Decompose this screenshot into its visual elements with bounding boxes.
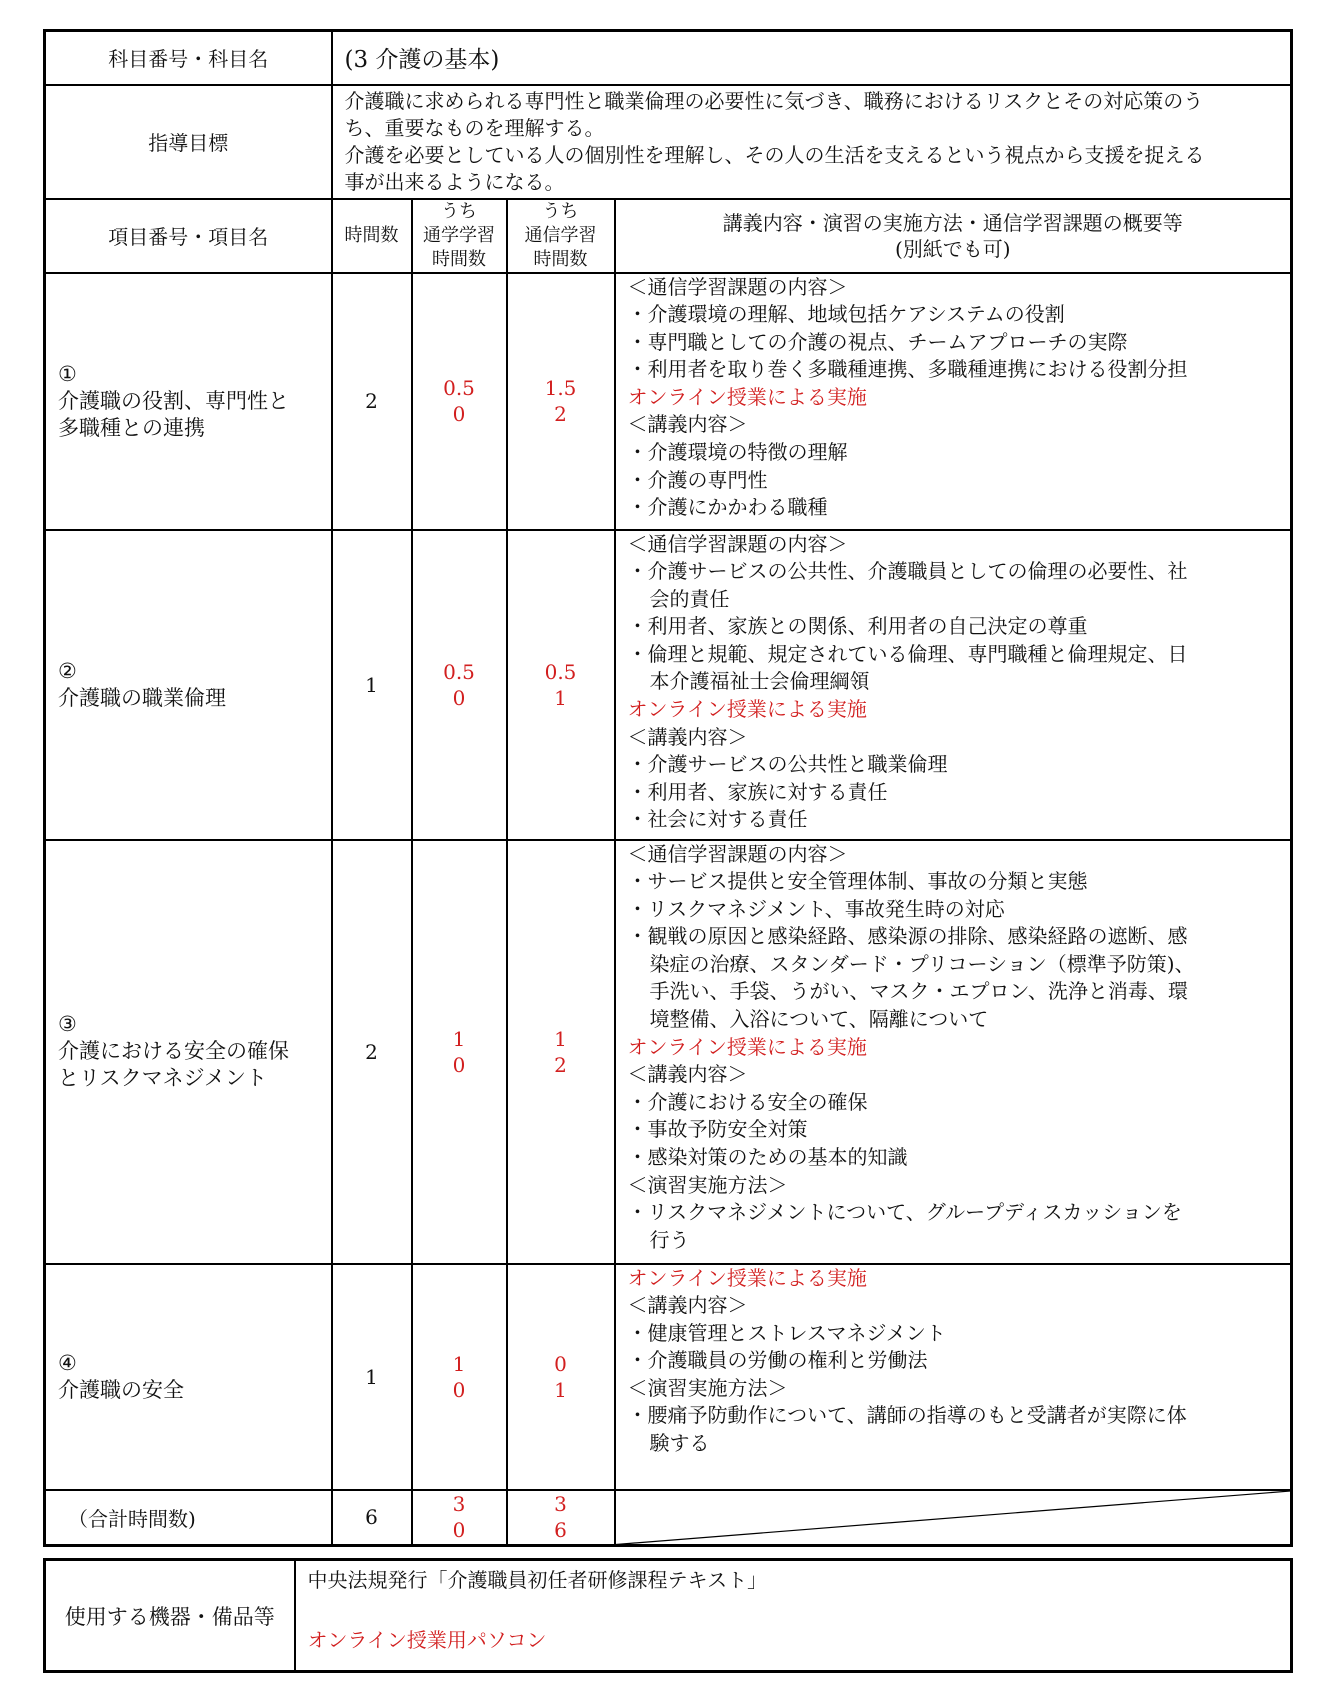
equipment-value [295, 1560, 1292, 1672]
goal-text [332, 85, 1292, 199]
item-number: ② [58, 658, 77, 683]
total-correspondence-hours: 3 6 [507, 1490, 615, 1546]
subject-value: (3 介護の基本) [332, 31, 1292, 85]
item-number: ① [58, 361, 77, 386]
content-line: 本介護福祉士会倫理綱領 [649, 669, 870, 694]
content-line: ・腰痛予防動作について、講師の指導のもと受講者が実際に体 [627, 1403, 1187, 1428]
col-header-commute: うち 通学学習 時間数 [412, 199, 507, 273]
correspondence-hours-digit: 2 [554, 402, 567, 426]
equipment-label: 使用する機器・備品等 [45, 1560, 295, 1672]
commute-hours-digit: 0.5 [443, 376, 475, 400]
content-line: ＜講義内容＞ [627, 724, 748, 749]
item-hours: 2 [332, 273, 412, 530]
equipment-line: 中央法規発行「介護職員初任者研修課程テキスト」 [307, 1568, 768, 1592]
equipment-line: オンライン授業用パソコン [307, 1628, 547, 1652]
item-title [58, 388, 303, 442]
online-note: オンライン授業による実施 [627, 1034, 867, 1059]
col-header-item: 項目番号・項目名 [45, 199, 332, 273]
content-line: ＜通信学習課題の内容＞ [627, 841, 848, 866]
item-correspondence-hours [507, 530, 615, 840]
content-line: 手洗い、手袋、うがい、マスク・エプロン、洗浄と消毒、環 [649, 979, 1188, 1004]
col-header-content: 講義内容・演習の実施方法・通信学習課題の概要等 (別紙でも可) [615, 199, 1292, 273]
equipment-table [43, 1558, 1293, 1673]
item-correspondence-hours [507, 273, 615, 530]
total-row [45, 1490, 1292, 1546]
online-note: オンライン授業による実施 [627, 697, 867, 722]
content-line: ＜講義内容＞ [627, 412, 748, 437]
item-title-line: 多職種との連携 [58, 415, 205, 440]
subject-row [45, 31, 1292, 85]
content-line: ・介護サービスの公共性と職業倫理 [627, 752, 948, 777]
total-hours: 6 [332, 1490, 412, 1546]
diagonal-line [616, 1491, 1291, 1545]
item-title-line: 介護における安全の確保 [58, 1039, 289, 1063]
commute-hours-digit: 0 [452, 402, 466, 426]
content-line: ・感染対策のための基本的知識 [627, 1145, 908, 1170]
col-header-correspondence: うち 通信学習 時間数 [507, 199, 615, 273]
content-line: ・介護職員の労働の権利と労働法 [627, 1348, 928, 1373]
column-header-row [45, 199, 1292, 273]
goal-row [45, 85, 1292, 199]
correspondence-hours-digit: 0 [554, 1351, 567, 1376]
content-line: ・介護における安全の確保 [627, 1089, 868, 1114]
goal-line: 介護を必要としている人の個別性を理解し、その人の生活を支えるという視点から支援を捉える [344, 142, 1205, 167]
online-note: オンライン授業による実施 [627, 1265, 867, 1290]
correspondence-hours-digit: 1 [554, 685, 567, 710]
equipment-line [308, 1595, 1279, 1625]
table-row [45, 1264, 1292, 1490]
correspondence-hours-digit: 1 [554, 1377, 567, 1402]
content-line: 染症の治療、スタンダード・プリコーション（標準予防策)、 [649, 951, 1195, 976]
item-content [615, 840, 1292, 1264]
item-name [45, 840, 332, 1264]
table-row [45, 530, 1292, 840]
item-commute-hours [412, 530, 507, 840]
item-commute-hours [412, 1264, 507, 1490]
item-title-line: 介護職の安全 [58, 1377, 184, 1402]
content-line: ・介護の専門性 [627, 467, 768, 492]
item-correspondence-hours [507, 1264, 615, 1490]
item-commute-hours [412, 840, 507, 1264]
total-content-blank [615, 1490, 1292, 1546]
item-content [615, 1264, 1292, 1490]
content-line: ・リスクマネジメントについて、グループディスカッションを [627, 1200, 1182, 1225]
table-row [45, 840, 1292, 1264]
item-number: ④ [58, 1350, 77, 1375]
item-title [58, 1038, 303, 1092]
content-line: ・利用者、家族との関係、利用者の自己決定の尊重 [627, 614, 1088, 639]
content-line: ・介護にかかわる職種 [627, 495, 828, 520]
content-line: ・専門職としての介護の視点、チームアプローチの実際 [627, 329, 1128, 354]
curriculum-table [43, 29, 1293, 1547]
commute-hours-digit: 0 [452, 685, 466, 710]
item-name [45, 1264, 332, 1490]
content-line: ・倫理と規範、規定されている倫理、専門職種と倫理規定、日 [627, 641, 1188, 666]
item-hours: 1 [332, 530, 412, 840]
content-line: 行う [649, 1227, 690, 1252]
content-line: ＜講義内容＞ [627, 1293, 748, 1318]
item-title-line: 介護職の役割、専門性と [58, 388, 289, 413]
content-line: ＜講義内容＞ [627, 1062, 748, 1087]
col-header-hours: 時間数 [332, 199, 412, 273]
item-number: ③ [58, 1012, 77, 1036]
goal-label: 指導目標 [45, 85, 332, 199]
content-line: ・社会に対する責任 [627, 807, 808, 832]
item-content [615, 530, 1292, 840]
item-content [615, 273, 1292, 530]
content-line: ＜演習実施方法＞ [627, 1375, 788, 1400]
total-commute-hours: 3 0 [412, 1490, 507, 1546]
total-label: （合計時間数) [45, 1490, 332, 1546]
item-hours: 1 [332, 1264, 412, 1490]
goal-line: ち、重要なものを理解する。 [344, 115, 605, 140]
equipment-row [45, 1560, 1292, 1672]
content-line: 会的責任 [649, 586, 730, 611]
correspondence-hours-digit: 1 [554, 1026, 567, 1051]
content-line: ＜通信学習課題の内容＞ [627, 274, 848, 299]
content-line: ・介護環境の理解、地域包括ケアシステムの役割 [627, 302, 1065, 327]
content-line: ・健康管理とストレスマネジメント [627, 1320, 946, 1345]
item-title-line: とリスクマネジメント [58, 1066, 267, 1090]
item-title [58, 685, 303, 712]
subject-label: 科目番号・科目名 [45, 31, 332, 85]
content-line: ・事故予防安全対策 [627, 1117, 808, 1142]
commute-hours-digit: 1 [452, 1351, 466, 1376]
content-line: ・介護サービスの公共性、介護職員としての倫理の必要性、社 [627, 559, 1188, 584]
goal-line: 介護職に求められる専門性と職業倫理の必要性に気づき、職務におけるリスクとその対応策のう [344, 88, 1204, 113]
commute-hours-digit: 1 [452, 1026, 466, 1051]
table-row [45, 273, 1292, 530]
item-title-line: 介護職の職業倫理 [58, 685, 226, 710]
item-name [45, 530, 332, 840]
commute-hours-digit: 0.5 [443, 659, 475, 684]
commute-hours-digit: 0 [452, 1052, 466, 1077]
content-line: ・観戦の原因と感染経路、感染源の排除、感染経路の遮断、感 [627, 924, 1188, 949]
correspondence-hours-digit: 2 [554, 1052, 567, 1077]
goal-line: 事が出来るようになる。 [344, 169, 565, 194]
correspondence-hours-digit: 1.5 [544, 376, 577, 400]
correspondence-hours-digit: 0.5 [544, 659, 577, 684]
content-line: ・介護環境の特徴の理解 [627, 440, 848, 465]
item-correspondence-hours [507, 840, 615, 1264]
content-line: 験する [649, 1431, 710, 1456]
item-commute-hours [412, 273, 507, 530]
content-line: 境整備、入浴について、隔離について [649, 1007, 989, 1032]
content-line: ・利用者、家族に対する責任 [627, 779, 888, 804]
content-line: ・利用者を取り巻く多職種連携、多職種連携における役割分担 [627, 357, 1188, 382]
content-line: ＜演習実施方法＞ [627, 1172, 788, 1197]
content-line: ・サービス提供と安全管理体制、事故の分類と実態 [627, 869, 1088, 894]
commute-hours-digit: 0 [452, 1377, 466, 1402]
item-name [45, 273, 332, 530]
item-title [58, 1377, 303, 1404]
content-line: ・リスクマネジメント、事故発生時の対応 [627, 896, 1005, 921]
content-line: ＜通信学習課題の内容＞ [627, 531, 848, 556]
item-hours: 2 [332, 840, 412, 1264]
online-note: オンライン授業による実施 [627, 384, 867, 409]
